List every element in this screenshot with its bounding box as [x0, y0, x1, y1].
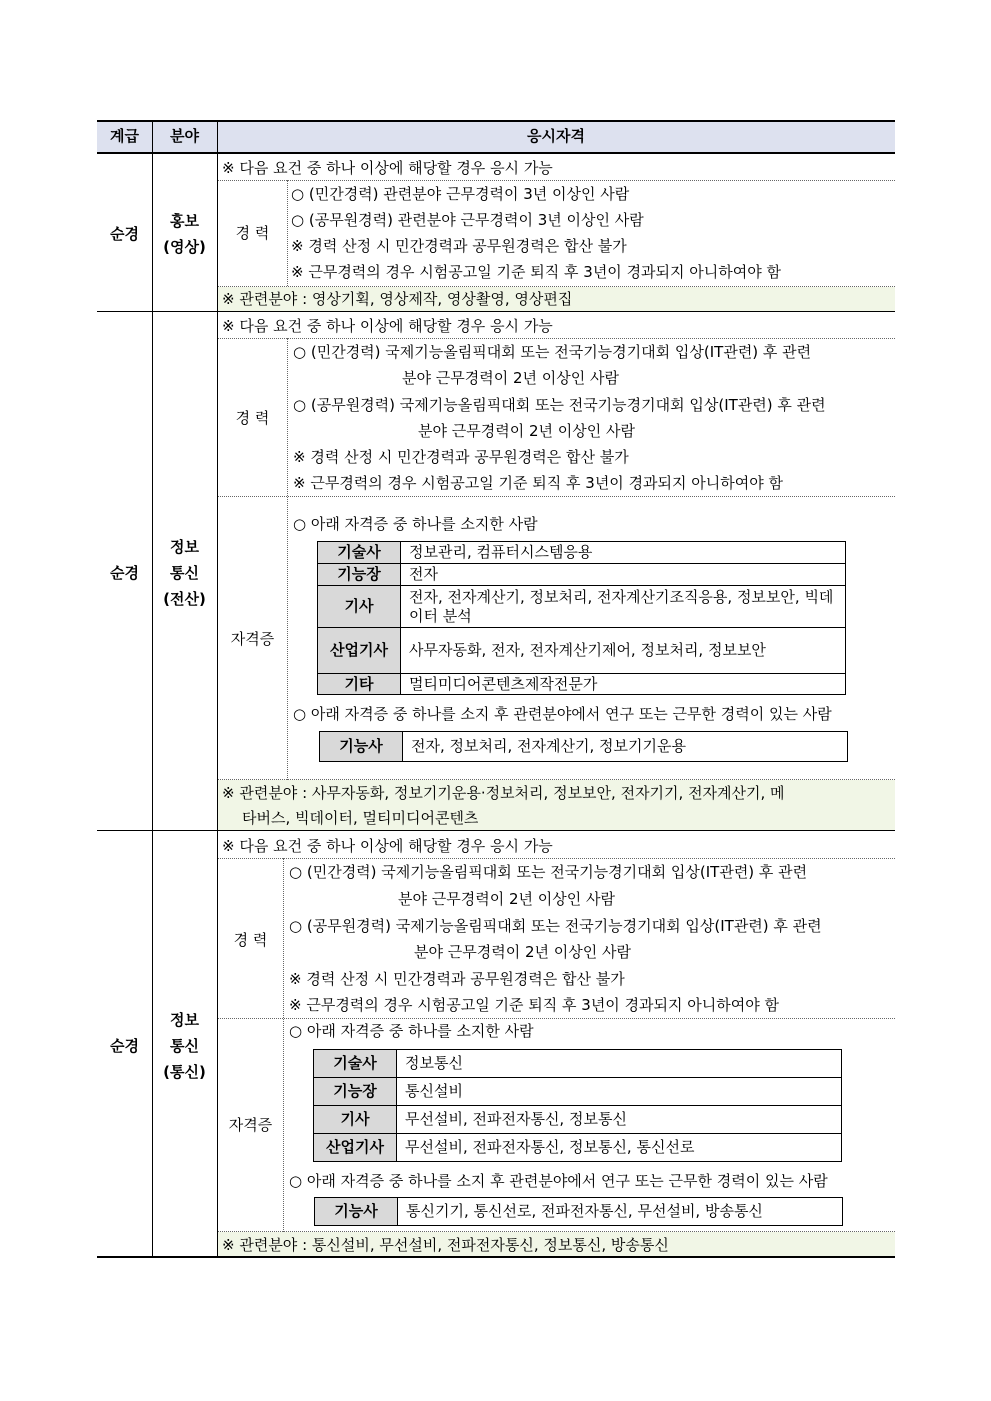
cert-row — [318, 628, 846, 674]
cert-type: 기능사 — [320, 732, 403, 762]
intro-note: ※ 다음 요건 중 하나 이상에 해당할 경우 응시 가능 — [222, 837, 553, 855]
related-fields-line1: ※ 관련분야 : 사무자동화, 정보기기운용·정보처리, 정보보안, 전자기기, 전자계산기, 메 — [222, 784, 785, 802]
cert-type: 기능장 — [318, 564, 401, 586]
related-fields: ※ 관련분야 : 영상기획, 영상제작, 영상촬영, 영상편집 — [222, 290, 573, 308]
cert-row — [314, 1050, 842, 1078]
cert-type: 기능장 — [314, 1078, 397, 1106]
cert-table-2 — [314, 1197, 843, 1226]
career-line: ○ (공무원경력) 관련분야 근무경력이 3년 이상인 사람 — [291, 211, 644, 229]
career-label: 경 력 — [233, 931, 268, 949]
cert-table-2 — [319, 731, 848, 762]
field-label-line2: (영상) — [163, 238, 206, 256]
cert-row — [318, 542, 846, 564]
cert-type: 기술사 — [318, 542, 401, 564]
cert-table — [317, 541, 846, 695]
cert-row — [320, 732, 848, 762]
career-line: ○ (민간경력) 국제기능올림픽대회 또는 전국기능경기대회 입상(IT관련) 후 관련 — [293, 343, 812, 361]
header-grade: 계급 — [110, 127, 139, 145]
career-line: ○ (공무원경력) 국제기능올림픽대회 또는 전국기능경기대회 입상(IT관련) 후 관련 — [293, 396, 826, 414]
grade-label: 순경 — [110, 564, 139, 582]
cert-row — [318, 586, 846, 628]
cert-label: 자격증 — [230, 630, 275, 648]
career-line: ※ 근무경력의 경우 시험공고일 기준 퇴직 후 3년이 경과되지 아니하여야 함 — [293, 474, 784, 492]
cert-list: 멀티미디어콘텐츠제작전문가 — [401, 674, 846, 695]
field-label-line1: 정보 — [170, 1011, 199, 1029]
cert-type: 기사 — [318, 586, 401, 628]
career-line: 분야 근무경력이 2년 이상인 사람 — [418, 422, 635, 440]
cert-row — [314, 1078, 842, 1106]
field-label-line3: (전산) — [163, 590, 206, 608]
related-fields: ※ 관련분야 : 통신설비, 무선설비, 전파전자통신, 정보통신, 방송통신 — [222, 1236, 669, 1254]
cert-list: 통신설비 — [397, 1078, 842, 1106]
cert-row — [318, 564, 846, 586]
intro-note: ※ 다음 요건 중 하나 이상에 해당할 경우 응시 가능 — [222, 317, 553, 335]
career-line: ※ 근무경력의 경우 시험공고일 기준 퇴직 후 3년이 경과되지 아니하여야 함 — [289, 996, 780, 1014]
cert-list: 전자 — [401, 564, 846, 586]
grade-label: 순경 — [110, 1037, 139, 1055]
career-line: ※ 경력 산정 시 민간경력과 공무원경력은 합산 불가 — [291, 237, 627, 255]
career-label: 경 력 — [235, 224, 270, 242]
cert-list: 전자, 정보처리, 전자계산기, 정보기기운용 — [403, 732, 848, 762]
cert-intro: ○ 아래 자격증 중 하나를 소지한 사람 — [289, 1022, 534, 1040]
field-label-line1: 정보 — [170, 538, 199, 556]
cert-row — [318, 674, 846, 695]
career-line: 분야 근무경력이 2년 이상인 사람 — [402, 369, 619, 387]
cert-list: 정보관리, 컴퓨터시스템응용 — [401, 542, 846, 564]
career-line: ※ 근무경력의 경우 시험공고일 기준 퇴직 후 3년이 경과되지 아니하여야 함 — [291, 263, 782, 281]
career-line: ○ (공무원경력) 국제기능올림픽대회 또는 전국기능경기대회 입상(IT관련) 후 관련 — [289, 917, 822, 935]
career-line: ※ 경력 산정 시 민간경력과 공무원경력은 합산 불가 — [289, 970, 625, 988]
cert-type: 기타 — [318, 674, 401, 695]
header-qualification: 응시자격 — [527, 127, 585, 145]
field-label-line2: 통신 — [170, 564, 199, 582]
cert-row — [314, 1106, 842, 1134]
cert-type: 기술사 — [314, 1050, 397, 1078]
cert-list: 통신기기, 통신선로, 전파전자통신, 무선설비, 방송통신 — [398, 1198, 843, 1226]
career-line: ○ (민간경력) 국제기능올림픽대회 또는 전국기능경기대회 입상(IT관련) 후 관련 — [289, 863, 808, 881]
cert-type: 산업기사 — [318, 628, 401, 674]
cert-row — [315, 1198, 843, 1226]
cert-intro: ○ 아래 자격증 중 하나를 소지한 사람 — [293, 515, 538, 533]
cert-list: 사무자동화, 전자, 전자계산기제어, 정보처리, 정보보안 — [401, 628, 846, 674]
intro-note: ※ 다음 요건 중 하나 이상에 해당할 경우 응시 가능 — [222, 159, 553, 177]
cert-type: 산업기사 — [314, 1134, 397, 1162]
cert-intro-2: ○ 아래 자격증 중 하나를 소지 후 관련분야에서 연구 또는 근무한 경력이 있는 사람 — [293, 705, 832, 723]
field-label-line2: 통신 — [170, 1037, 199, 1055]
field-label-line1: 홍보 — [170, 212, 199, 230]
field-label-line3: (통신) — [163, 1063, 206, 1081]
career-label: 경 력 — [235, 409, 270, 427]
cert-label: 자격증 — [228, 1116, 273, 1134]
cert-type: 기사 — [314, 1106, 397, 1134]
career-line: ○ (민간경력) 관련분야 근무경력이 3년 이상인 사람 — [291, 185, 630, 203]
career-line: 분야 근무경력이 2년 이상인 사람 — [414, 943, 631, 961]
career-line: ※ 경력 산정 시 민간경력과 공무원경력은 합산 불가 — [293, 448, 629, 466]
cert-list: 정보통신 — [397, 1050, 842, 1078]
header-field: 분야 — [170, 127, 199, 145]
career-line: 분야 근무경력이 2년 이상인 사람 — [398, 890, 615, 908]
cert-type: 기능사 — [315, 1198, 398, 1226]
cert-list: 무선설비, 전파전자통신, 정보통신 — [397, 1106, 842, 1134]
cert-list: 무선설비, 전파전자통신, 정보통신, 통신선로 — [397, 1134, 842, 1162]
cert-intro-2: ○ 아래 자격증 중 하나를 소지 후 관련분야에서 연구 또는 근무한 경력이 있는 사람 — [289, 1172, 828, 1190]
cert-table — [313, 1049, 842, 1162]
cert-row — [314, 1134, 842, 1162]
grade-label: 순경 — [110, 225, 139, 243]
cert-list: 전자, 전자계산기, 정보처리, 전자계산기조직응용, 정보보안, 빅데이터 분석 — [401, 586, 846, 628]
related-fields-line2: 타버스, 빅데이터, 멀티미디어콘텐츠 — [242, 809, 479, 827]
